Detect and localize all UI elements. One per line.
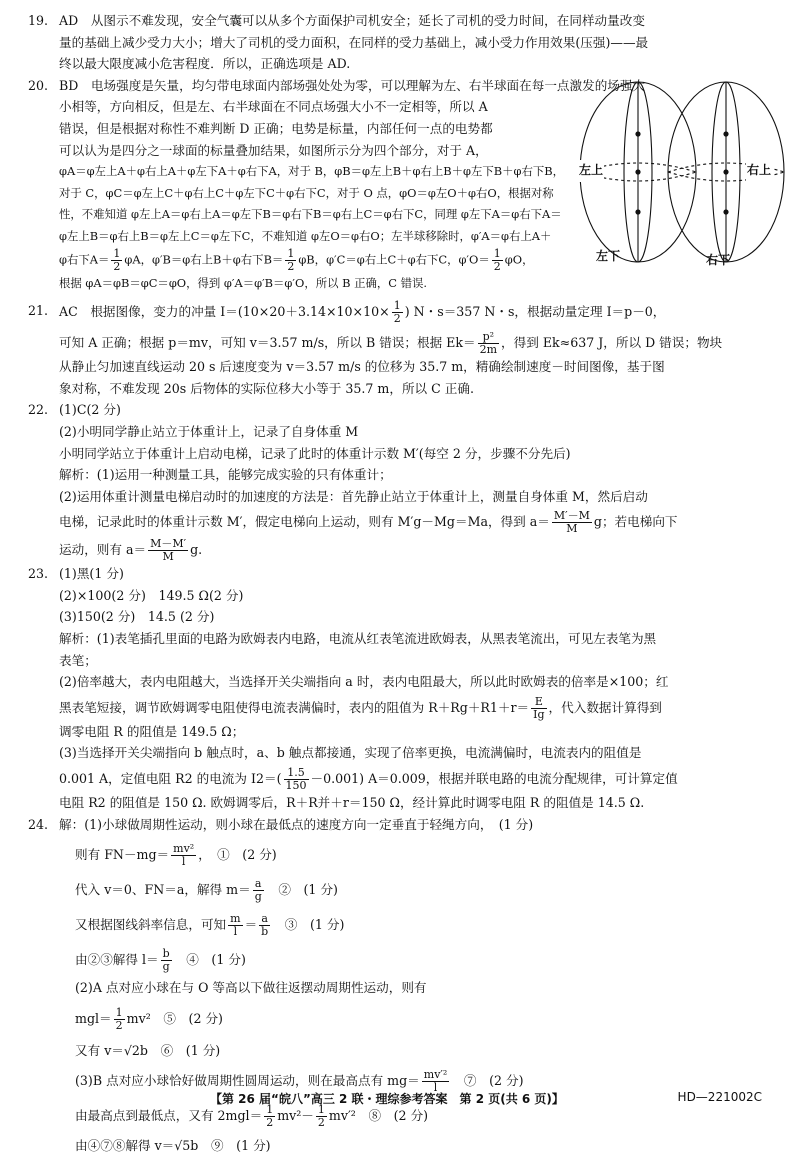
q23-line-2: (2)×100(2 分) 149.5 Ω(2 分) [59,587,244,603]
footer-title: 【第 26 届“皖八”高三 2 联・理综参考答案 第 2 页(共 6 页)】 [210,1092,564,1106]
q24-eq-3: 又根据图线斜率信息，可知 $\frac{m}{l}$ ＝ $\frac{a}{b}$ ③ (1 分) [75,912,345,939]
label-bottom-right: 右下 [706,253,731,267]
point-O-left [635,169,640,174]
footer-code: HD—221002C [677,1090,762,1104]
q23-line-4: 解析：(1)表笔插孔里面的电路为欧姆表内电路，电流从红表笔流进欧姆表，从黑表笔流出，可见左表笔为黑 [59,631,657,647]
q22-line-1: 22. (1)C(2 分) [28,399,773,421]
q20-number: 20. [28,77,49,93]
half-fraction: $\frac{1}{2}$ [287,246,295,273]
q23-line-11: 电阻 R2 的阻值是 150 Ω. 欧姆调零后，R＋R并＋r＝150 Ω，经计算此时调零电阻 R 的阻值是 14.5 Ω. [59,795,645,811]
q24-eq-5: mgl＝ $\frac{1}{2}$ mv² ⑤ (2 分) [75,1005,223,1032]
point-O-right [723,169,728,174]
q23-line-6: (2)倍率越大，表内电阻越大，当选择开关尖端指向 a 时，表内电阻最大，所以此时欧姆表的倍率是×100；红 [59,674,669,690]
q24-eq-9: 由④⑦⑧解得 v＝√5b ⑨ (1 分) [75,1138,271,1154]
q24-eq-8: 由最高点到最低点，又有 2mgl＝ $\frac{1}{2}$ mv²－ $\frac{1}{2}$ mv′² ⑧ (2 分) [75,1103,429,1130]
q24-line-2: (2)A 点对应小球在与 O 等高以下做往返摆动周期性运动，则有 [75,980,427,996]
point-A-left [635,131,640,136]
q19-line-2: 量的基础上减少受力大小；增大了司机的受力面积，在同样的受力基础上，减小受力作用效果(压强)——最 [59,34,649,50]
point-B-left [635,209,640,214]
q22-line-2: (2)小明同学静止站立于体重计上，记录了自身体重 M [59,423,359,439]
q22-number: 22. [28,402,49,418]
q20-line-8: φ左上B＝φ右上B＝φ左上C＝φ左下C，不难知道 φ左O＝φ右O；左半球移除时，φ′A＝φ右上A＋ [59,228,552,243]
q24-eq-6: 又有 v＝√2b ⑥ (1 分) [75,1042,221,1058]
half-fraction: $\frac{1}{2}$ [113,246,121,273]
q23-line-9: (3)当选择开关尖端指向 b 触点时，a、b 触点都接通，实现了倍率更换，电流满偏时，电流表内的阻值是 [59,745,642,761]
label-bottom-left: 左下 [596,249,621,263]
q20-line-7: 性，不难知道 φ左上A＝φ右上A＝φ左下B＝φ右下B＝φ右上C＝φ右下C，同理 φ左下A＝φ右下A＝ [59,207,562,222]
q20-line-5: φA＝φ左上A＋φ右上A＋φ左下A＋φ右下A，对于 B，φB＝φ左上B＋φ右上B＋φ左下B＋φ右下B， [59,164,565,179]
q24-eq-1: 则有 FN－mg＝ $\frac{\text{mv²}}{l}$ ， ① (2 分) [75,842,277,869]
q24-eq-4: 由②③解得 l＝ $\frac{b}{g}$ ④ (1 分) [75,947,246,974]
q20-line-9: φ右下A＝ $\frac{1}{2}$ φA，φ′B＝φ右上B＋φ右下B＝ $\frac{1}{2}$ φB，φ′C＝φ右上C＋φ右下C，φ′O＝ $\frac{1}{2}$ φO， [59,246,534,273]
label-top-right: 右上 [746,160,772,182]
q20-line-4: 可以认为是四分之一球面的标量叠加结果，如图所示分为四个部分，对于 A， [59,142,488,158]
q24-eq-2: 代入 v＝0、FN＝a，解得 m＝ $\frac{a}{g}$ ② (1 分) [75,877,338,904]
q22-line-7: 运动，则有 a＝ $\frac{M-M'}{M}$ g. [59,537,203,564]
q19-line-1: 19. AD 从图示不难发现，安全气囊可以从多个方面保护司机安全；延长了司机的受力时间，在同样动量改变 [28,10,773,32]
q21-line-3: 从静止匀加速直线运动 20 s 后速度变为 v＝3.57 m/s 的位移为 35.7 m，精确绘制速度－时间图像，基于图 [59,359,665,375]
q23-line-1: 23. (1)黑(1 分) [28,563,773,585]
q24-line-3: (3)B 点对应小球恰好做周期性圆周运动，则在最高点有 mg＝ $\frac{\text{mv′²}}{l}$ ⑦ (2 分) [75,1068,524,1095]
q21-line-1: 21. AC 根据图像，变力的冲量 I＝(10×20＋3.14×10×10× $\frac{1}{2}$ ) N・s＝357 N・s，根据动量定理 I＝p－0， [28,299,666,326]
hemisphere-diagram [576,72,790,270]
q21-line-2: 可知 A 正确；根据 p＝mv，可知 v＝3.57 m/s，所以 B 错误；根据 Ek＝ $\frac{\text{p²}}{2m}$ ，得到 Ek≈637 J，所以 D 错误；物块 [59,330,723,357]
q24-line-1: 24. 解：(1)小球做周期性运动，则小球在最低点的速度方向一定垂直于轻绳方向， (1 分) [28,814,773,836]
q23-line-10: 0.001 A，定值电阻 R2 的电流为 I2＝( $\frac{1.5}{150}$ －0.001) A＝0.009，根据并联电路的电流分配规律，可计算定值 [59,766,678,793]
label-top-left: 左上 [578,160,604,182]
q21-line-4: 象对称，不难发现 20s 后物体的实际位移大小等于 35.7 m，所以 C 正确. [59,380,474,396]
point-A-right [723,131,728,136]
q20-line-2: 小相等，方向相反，但是左、右半球面在不同点场强大小不一定相等，所以 A [59,99,488,115]
q23-line-3: (3)150(2 分) 14.5 (2 分) [59,609,215,625]
q22-line-6: 电梯，记录此时的体重计示数 M′，假定电梯向上运动，则有 M′g－Mg＝Ma，得到 a＝ $\frac{M'-M}{M}$ g；若电梯向下 [59,509,678,536]
q19-number: 19. [28,13,49,28]
q23-line-8: 调零电阻 R 的阻值是 149.5 Ω； [59,723,245,739]
q22-line-4: 解析：(1)运用一种测量工具，能够完成实验的只有体重计； [59,467,392,483]
q22-line-3: 小明同学站立于体重计上启动电梯，记录了此时的体重计示数 M′(每空 2 分，步骤不分先后) [59,445,571,461]
q23-line-7: 黑表笔短接，调节欧姆调零电阻使得电流表满偏时，表内的阻值为 R＋Rg＋R1＋r＝ $\frac{E}{Ig}$ ，代入数据计算得到 [59,694,662,721]
q20-line-3: 错误，但是根据对称性不难判断 D 正确；电势是标量，内部任何一点的电势都 [59,120,493,136]
q19-line-3: 终以最大限度减小危害程度．所以，正确选项是 AD. [59,56,351,72]
q20-line-6: 对于 C，φC＝φ左上C＋φ右上C＋φ左下C＋φ右下C，对于 O 点，φO＝φ左O＋φ右O，根据对称 [59,185,554,200]
q20-line-1: 20. BD 电场强度是矢量，均匀带电球面内部场强处处为零，可以理解为左、右半球面在每一点激发的场强大 [28,75,773,97]
page-footer [0,1086,794,1110]
answer-page [28,10,773,1157]
q21-number: 21. [28,303,49,319]
q23-line-5: 表笔； [59,652,97,668]
q23-number: 23. [28,566,49,582]
q24-number: 24. [28,816,49,832]
q20-line-10: 根据 φA＝φB＝φC＝φO，得到 φ′A＝φ′B＝φ′O，所以 B 正确，C 错误. [59,275,428,290]
half-fraction: $\frac{1}{2}$ [493,246,501,273]
point-B-right [723,209,728,214]
q22-line-5: (2)运用体重计测量电梯启动时的加速度的方法是：首先静止站立于体重计上，测量自身体重 M，然后启动 [59,488,648,504]
